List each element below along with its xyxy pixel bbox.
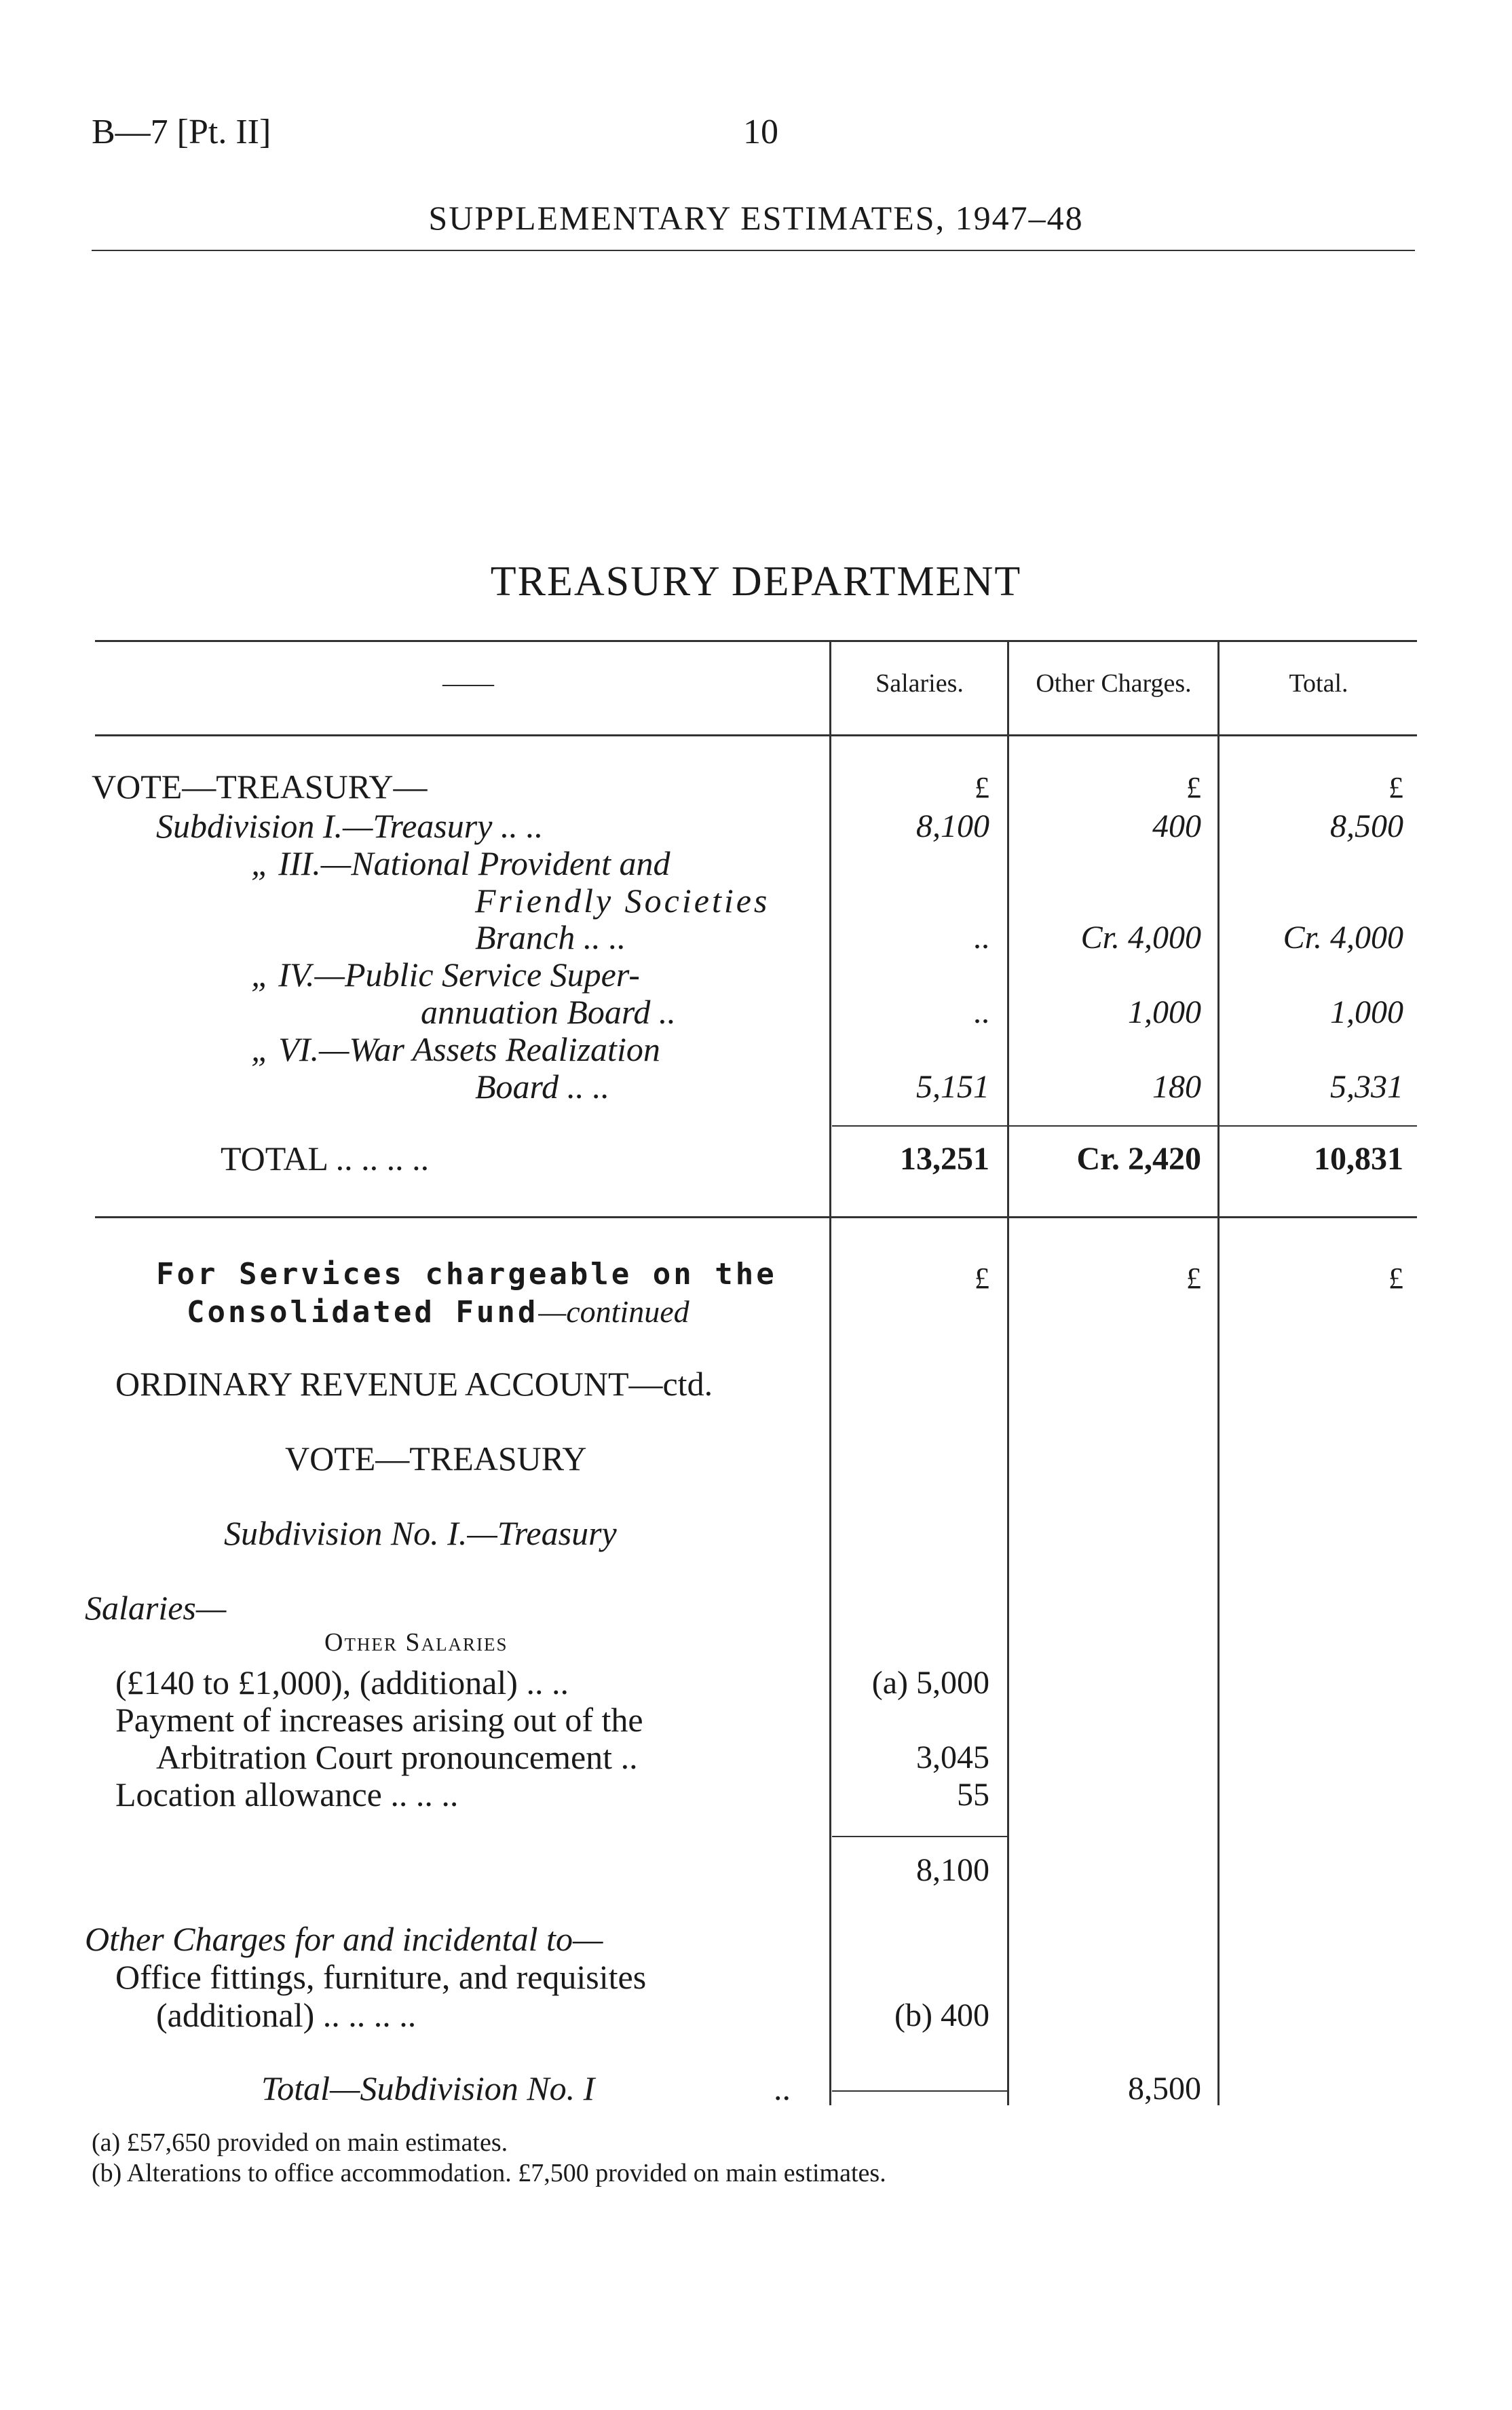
running-title: SUPPLEMENTARY ESTIMATES, 1947–48 [428, 199, 1084, 237]
item-amount: (b) 400 [894, 1997, 989, 2033]
row-label-continued: annuation Board .. [421, 993, 676, 1031]
column-header-other-charges: Other Charges. [1036, 669, 1192, 698]
item-text: Location allowance .. .. .. [115, 1775, 459, 1813]
column-header-description: —— [442, 669, 494, 698]
total-cell: 1,000 [1330, 994, 1403, 1030]
row-label: „ VI.—War Assets Realization [251, 1030, 660, 1068]
subtotal-rule [832, 2090, 1007, 2092]
row-label-continued: Friendly Societies [475, 882, 770, 920]
salaries-cell: 5,151 [916, 1069, 989, 1105]
department-title: TREASURY DEPARTMENT [490, 559, 1022, 605]
totals-rule [832, 1125, 1417, 1127]
row-label: „ III.—National Provident and [251, 844, 670, 882]
page-number: 10 [743, 113, 778, 151]
salaries-cell: .. [973, 920, 989, 956]
row-label-continued: Branch .. .. [475, 918, 626, 956]
item-text: Payment of increases arising out of the [115, 1701, 643, 1739]
total-cell: 8,500 [1330, 808, 1403, 844]
subdivision-total-leader: .. [774, 2069, 791, 2107]
column-divider [1217, 640, 1220, 1217]
header-rule [92, 250, 1415, 251]
currency-symbol: £ [1388, 1262, 1403, 1295]
item-text: (additional) .. .. .. .. [156, 1996, 417, 2034]
currency-symbol: £ [1186, 1262, 1201, 1295]
currency-symbol: £ [975, 1262, 989, 1295]
other-charges-heading: Other Charges for and incidental to— [85, 1920, 603, 1958]
other-salaries-heading: Other Salaries [324, 1628, 508, 1657]
total-other-charges: Cr. 2,420 [1076, 1141, 1201, 1177]
item-amount: 55 [957, 1777, 989, 1813]
footnote-a: (a) £57,650 provided on main estimates. [92, 2128, 508, 2157]
column-header-salaries: Salaries. [875, 669, 964, 698]
vote-heading: VOTE—TREASURY— [92, 768, 428, 806]
column-header-total: Total. [1289, 669, 1348, 698]
document-reference: B—7 [Pt. II] [92, 113, 271, 151]
column-divider [1217, 1216, 1220, 2105]
salaries-cell: .. [973, 994, 989, 1030]
section-heading-suffix: —continued [538, 1294, 689, 1329]
row-label-continued: Board .. .. [475, 1068, 610, 1106]
currency-symbol: £ [1186, 771, 1201, 804]
row-label: „ IV.—Public Service Super- [251, 956, 640, 994]
section-heading-fund: Consolidated Fund [187, 1295, 539, 1330]
salaries-heading: Salaries— [85, 1589, 227, 1627]
account-heading: ORDINARY REVENUE ACCOUNT—ctd. [115, 1365, 713, 1403]
subdivision-total-label: Total—Subdivision No. I [261, 2069, 595, 2107]
total-label: TOTAL .. .. .. .. [221, 1140, 430, 1178]
column-divider [1007, 640, 1009, 1217]
item-amount: (a) 5,000 [871, 1665, 989, 1701]
column-divider [829, 1216, 831, 2105]
salaries-cell: 8,100 [916, 808, 989, 844]
subtotal-rule [832, 1836, 1007, 1837]
currency-symbol: £ [1388, 771, 1403, 804]
row-label: Subdivision I.—Treasury .. .. [156, 807, 544, 845]
subdivision-heading: Subdivision No. I.—Treasury [224, 1514, 617, 1552]
total-cell: 5,331 [1330, 1069, 1403, 1105]
total-salaries: 13,251 [900, 1141, 989, 1177]
item-text: Office fittings, furniture, and requisites [115, 1958, 647, 1996]
column-divider [1007, 1216, 1009, 2105]
footnote-b: (b) Alterations to office accommodation. £7,500 provided on main estimates. [92, 2159, 886, 2187]
grand-total: 10,831 [1314, 1141, 1403, 1177]
subdivision-total: 8,500 [1128, 2071, 1201, 2107]
item-amount: 3,045 [916, 1739, 989, 1775]
column-divider [829, 640, 831, 1217]
other-charges-cell: 180 [1152, 1069, 1201, 1105]
total-cell: Cr. 4,000 [1283, 920, 1403, 956]
item-text: Arbitration Court pronouncement .. [156, 1738, 638, 1776]
section-heading: For Services chargeable on the [156, 1257, 777, 1292]
other-charges-cell: Cr. 4,000 [1080, 920, 1201, 956]
vote-subheading: VOTE—TREASURY [285, 1439, 587, 1477]
section-heading-line2 [187, 1294, 689, 1330]
item-text: (£140 to £1,000), (additional) .. .. [115, 1663, 569, 1701]
other-charges-cell: 400 [1152, 808, 1201, 844]
salaries-subtotal: 8,100 [916, 1852, 989, 1888]
currency-symbol: £ [975, 771, 989, 804]
other-charges-cell: 1,000 [1128, 994, 1201, 1030]
